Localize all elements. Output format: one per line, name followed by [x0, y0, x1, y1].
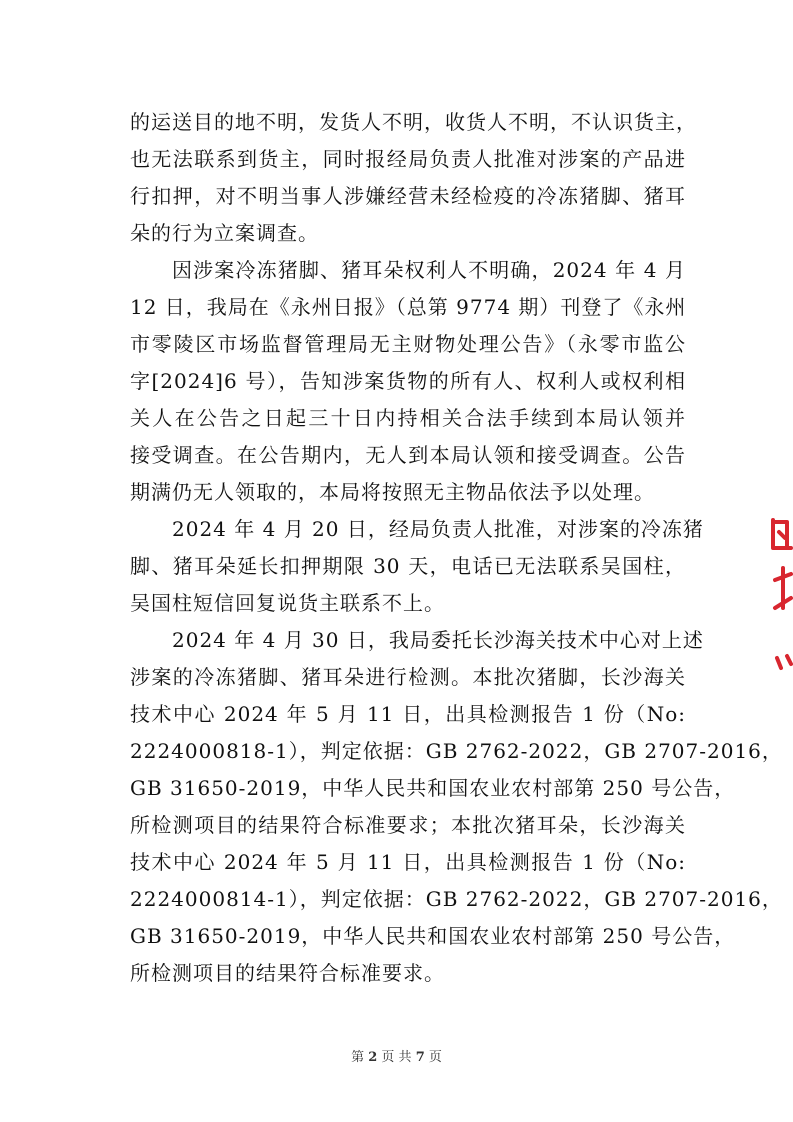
paragraph-line: GB 31650-2019，中华人民共和国农业农村部第 250 号公告，: [130, 776, 736, 800]
paragraph-line: 吴国柱短信回复说货主联系不上。: [130, 591, 445, 615]
paragraph-line: 期满仍无人领取的，本局将按照无主物品依法予以处理。: [130, 480, 655, 504]
paragraph-line: 所检测项目的结果符合标准要求。: [130, 961, 445, 985]
paragraph-line: 涉案的冷冻猪脚、猪耳朵进行检测。本批次猪脚，长沙海关: [130, 665, 686, 689]
footer-middle: 页 共: [381, 1050, 412, 1065]
paragraph-line: 字[2024]6 号），告知涉案货物的所有人、权利人或权利相: [130, 369, 686, 393]
paragraph-line: 2024 年 4 月 30 日，我局委托长沙海关技术中心对上述: [172, 628, 704, 652]
paragraph-line: 技术中心 2024 年 5 月 11 日，出具检测报告 1 份（No:: [130, 702, 686, 726]
paragraph-line: 的运送目的地不明，发货人不明，收货人不明，不认识货主，: [130, 110, 697, 134]
paragraph-line: 行扣押，对不明当事人涉嫌经营未经检疫的冷冻猪脚、猪耳: [130, 184, 686, 208]
paragraph-line: 市零陵区市场监督管理局无主财物处理公告》（永零市监公: [130, 332, 686, 356]
paragraph-line: 关人在公告之日起三十日内持相关合法手续到本局认领并: [130, 406, 686, 430]
paragraph-line: GB 31650-2019，中华人民共和国农业农村部第 250 号公告，: [130, 924, 736, 948]
footer-page-number: 2: [368, 1050, 378, 1065]
paragraph-line: 所检测项目的结果符合标准要求；本批次猪耳朵，长沙海关: [130, 813, 686, 837]
footer-suffix: 页: [428, 1050, 442, 1065]
paragraph-line: 接受调查。在公告期内，无人到本局认领和接受调查。公告: [130, 443, 686, 467]
paragraph-line: 2024 年 4 月 20 日，经局负责人批准，对涉案的冷冻猪: [172, 517, 704, 541]
paragraph-line: 因涉案冷冻猪脚、猪耳朵权利人不明确，2024 年 4 月: [172, 258, 686, 282]
paragraph-line: 技术中心 2024 年 5 月 11 日，出具检测报告 1 份（No:: [130, 850, 686, 874]
paragraph-line: 朵的行为立案调查。: [130, 221, 319, 245]
paragraph-line: 2224000814-1），判定依据：GB 2762-2022，GB 2707-2016，: [130, 887, 783, 911]
paragraph-line: 脚、猪耳朵延长扣押期限 30 天，电话已无法联系吴国柱，: [130, 554, 686, 578]
paragraph-line: 也无法联系到货主，同时报经局负责人批准对涉案的产品进: [130, 147, 686, 171]
paragraph-line: 12 日，我局在《永州日报》（总第 9774 期）刊登了《永州: [130, 295, 687, 319]
footer-total-pages: 7: [415, 1050, 425, 1065]
page-number-footer: [0, 1046, 793, 1065]
footer-prefix: 第: [351, 1050, 365, 1065]
paragraph-line: 2224000818-1），判定依据：GB 2762-2022，GB 2707-2016，: [130, 739, 783, 763]
seam-stamp-icon: [763, 508, 793, 688]
